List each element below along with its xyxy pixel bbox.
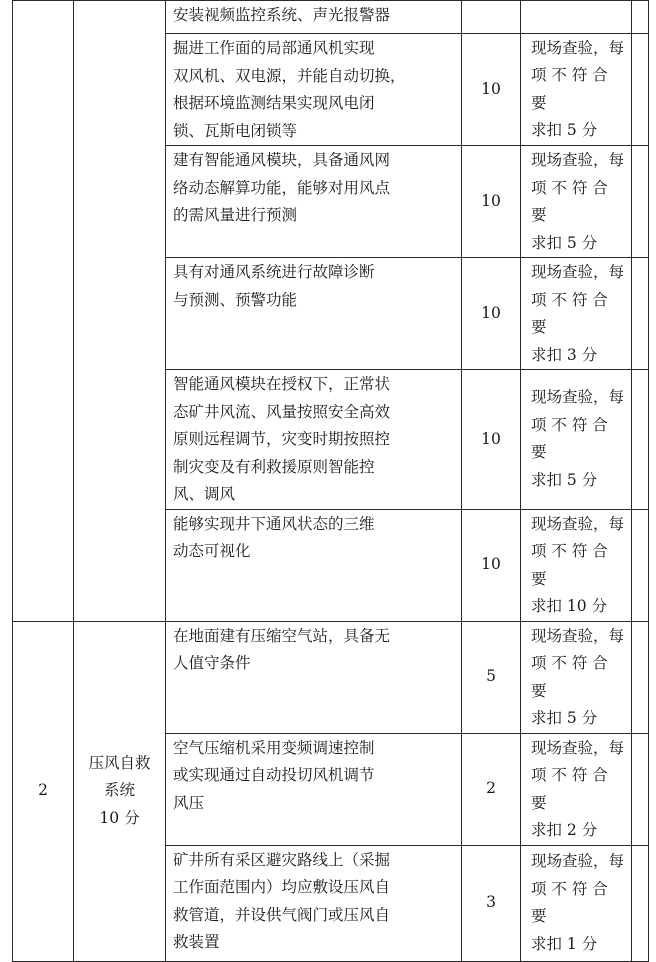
method-line: 求扣 5 分: [531, 470, 598, 489]
content-line: 救装置: [173, 933, 220, 951]
content-line: 络动态解算功能，能够对用风点: [173, 178, 391, 197]
method-line: 求扣 2 分: [531, 821, 598, 839]
item-cell: [74, 621, 166, 961]
score-cell: 5: [462, 621, 521, 733]
remark-cell: [632, 509, 649, 621]
content-line: 风压: [173, 793, 205, 812]
method-line: 现场查验，每: [531, 38, 625, 57]
content-cell: [166, 146, 462, 258]
method-line: 求扣 3 分: [531, 345, 598, 364]
score-cell: 10: [462, 258, 521, 370]
remark-cell: [632, 34, 649, 146]
content-line: 掘进工作面的局部通风机实现: [173, 39, 375, 57]
method-cell: [521, 621, 632, 733]
content-line: 锁、瓦斯电闭锁等: [173, 121, 298, 140]
method-cell: [521, 1, 632, 34]
content-line: 救管道，并设供气阀门或压风自: [173, 905, 391, 924]
content-line: 工作面范围内）均应敷设压风自: [173, 878, 391, 896]
method-line: 求扣 5 分: [531, 709, 598, 727]
content-line: 的需风量进行预测: [173, 206, 298, 224]
method-line: 求扣 5 分: [531, 121, 598, 139]
method-line: 项 不 符 合 要: [531, 66, 608, 112]
score-cell: 10: [462, 146, 521, 258]
content-line: 能够实现井下通风状态的三维: [173, 514, 375, 533]
content-line: 根据环境监测结果实现风电闭: [173, 94, 375, 112]
remark-cell: [632, 258, 649, 370]
method-line: 项 不 符 合 要: [531, 766, 608, 812]
item-cell: [74, 1, 166, 622]
score-cell: 10: [462, 34, 521, 146]
content-cell: [166, 258, 462, 370]
remark-cell: [632, 733, 649, 845]
content-line: 建有智能通风模块，具备通风网: [173, 151, 391, 169]
content-line: 制灾变及有利救援原则智能控: [173, 457, 375, 476]
content-line: 态矿井风流、风量按照安全高效: [173, 402, 391, 421]
method-line: 现场查验，每: [531, 263, 625, 281]
score-cell: 10: [462, 370, 521, 510]
content-line: 矿井所有采区避灾路线上（采掘: [173, 850, 391, 869]
content-line: 风、调风: [173, 485, 236, 503]
remark-cell: [632, 621, 649, 733]
method-cell: [521, 146, 632, 258]
method-cell: [521, 845, 632, 961]
content-line: 在地面建有压缩空气站，具备无: [173, 626, 391, 645]
score-cell: 3: [462, 845, 521, 961]
content-cell: [166, 621, 462, 733]
item-line: 压风自救: [88, 753, 151, 772]
remark-cell: [632, 146, 649, 258]
index-cell: [13, 1, 74, 622]
method-line: 项 不 符 合 要: [531, 542, 608, 588]
remark-cell: [632, 370, 649, 510]
method-cell: [521, 34, 632, 146]
method-line: 现场查验，每: [531, 852, 625, 870]
score-cell: 10: [462, 509, 521, 621]
content-line: 或实现通过自动投切风机调节: [173, 766, 375, 784]
method-cell: [521, 509, 632, 621]
content-line: 空气压缩机采用变频调速控制: [173, 738, 375, 757]
method-line: 求扣 5 分: [531, 233, 598, 252]
score-cell: 2: [462, 733, 521, 845]
content-line: 原则远程调节，灾变时期按照控: [173, 430, 391, 448]
method-cell: [521, 258, 632, 370]
table-row: [13, 621, 649, 733]
content-cell: [166, 845, 462, 961]
method-line: 项 不 符 合 要: [531, 415, 608, 462]
method-line: 项 不 符 合 要: [531, 290, 608, 336]
content-cell: [166, 370, 462, 510]
score-cell: [462, 1, 521, 34]
method-line: 项 不 符 合 要: [531, 178, 608, 224]
method-line: 项 不 符 合 要: [531, 879, 608, 925]
method-line: 现场查验，每: [531, 626, 625, 645]
remark-cell: [632, 845, 649, 961]
table-row: [13, 1, 649, 34]
content-cell: [166, 509, 462, 621]
content-line: 安装视频监控系统、声光报警器: [173, 6, 391, 24]
content-cell: [166, 34, 462, 146]
method-line: 求扣 10 分: [531, 597, 608, 615]
content-line: 人值守条件: [173, 654, 251, 672]
scoring-table: [12, 0, 649, 962]
method-line: 现场查验，每: [531, 514, 625, 533]
item-line: 系统: [103, 781, 135, 800]
content-line: 动态可视化: [173, 542, 251, 560]
method-line: 现场查验，每: [531, 151, 625, 169]
content-line: 双风机、双电源，并能自动切换，: [173, 66, 406, 85]
method-line: 求扣 1 分: [531, 934, 598, 953]
content-line: 具有对通风系统进行故障诊断: [173, 263, 375, 281]
content-cell: [166, 733, 462, 845]
method-line: 现场查验，每: [531, 388, 625, 407]
method-line: 现场查验，每: [531, 738, 625, 757]
content-line: 智能通风模块在授权下，正常状: [173, 375, 391, 393]
method-line: 项 不 符 合 要: [531, 654, 608, 700]
item-line: 10 分: [99, 808, 140, 827]
content-cell: [166, 1, 462, 34]
method-cell: [521, 733, 632, 845]
remark-cell: [632, 1, 649, 34]
method-cell: [521, 370, 632, 510]
index-cell: 2: [13, 621, 74, 961]
content-line: 与预测、预警功能: [173, 290, 298, 309]
